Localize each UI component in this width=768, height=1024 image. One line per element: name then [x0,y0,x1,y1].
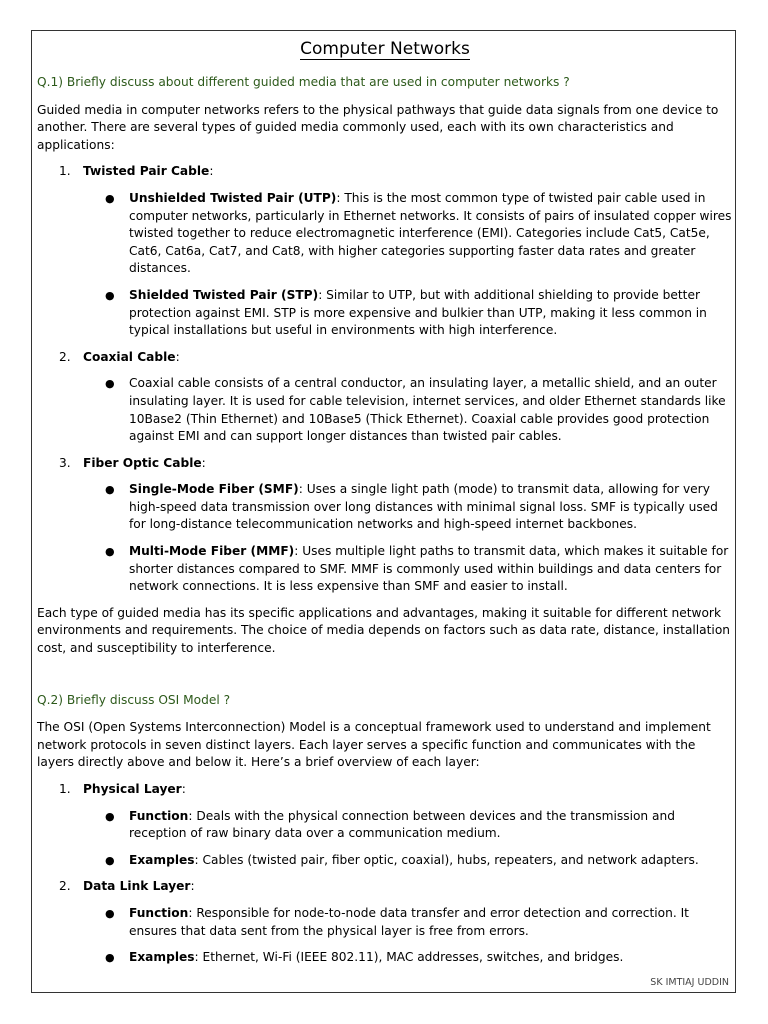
bullet-icon: ● [105,545,115,559]
bullet-icon: ● [105,483,115,497]
list-item: 1. Physical Layer: ● Function: Deals with the physical connection between devices and the transmission and reception of raw binary data over a communication medium. ● Examples: Cables (twisted pair, fiber optic, coaxial), hubs, repeaters, and network adapters. [37,781,733,869]
sub-item: ● Function: Responsible for node-to-node data transfer and error detection and correction. It ensures that data sent from the physical layer is free from errors. [105,905,689,938]
list-item: 2. Coaxial Cable: ● Coaxial cable consists of a central conductor, an insulating layer, a metallic shield, and an outer insulating layer. It is used for cable television, internet services, and older Ethernet standards like 10Base2 (Thin Ethernet) and 10Base5 (Thick Ethernet). Coaxial cable provides good protection against EMI and can support longer distances than twisted pair cables. [37,349,733,446]
bullet-icon: ● [105,288,115,302]
sub-list [83,481,733,596]
bullet-icon: ● [105,853,115,867]
list-item: 2. Data Link Layer: ● Function: Responsible for node-to-node data transfer and error detection and correction. It ensures that data sent from the physical layer is free from errors. ● Examples: Ethernet, Wi-Fi (IEEE 802.11), MAC addresses, switches, and bridges. [37,878,733,966]
sub-list [83,905,733,967]
document-page [31,30,736,993]
page-title: Computer Networks [300,39,470,59]
sub-item: ● Examples: Cables (twisted pair, fiber optic, coaxial), hubs, repeaters, and network adapters. [83,852,733,870]
q2-list [37,781,733,967]
sub-item: ● Multi-Mode Fiber (MMF): Uses multiple light paths to transmit data, which makes it suitable for shorter distances compared to SMF. MMF is commonly used within buildings and data centers for network connections. It is less expensive than SMF and easier to install. [105,544,729,594]
list-item: 3. Fiber Optic Cable: ● Single-Mode Fiber (SMF): Uses a single light path (mode) to transmit data, allowing for very high-speed data transmission over long distances with minimal signal loss. SMF is typically used for long-distance telecommunication networks and high-speed internet backbones. ● Multi-Mode Fiber (MMF): Uses multiple light paths to transmit data, which makes it suitable for shorter distances compared to SMF. MMF is commonly used within buildings and data centers for network connections. It is less expensive than SMF and easier to install. [37,455,733,596]
q1-conclusion: Each type of guided media has its specific applications and advantages, making it suitable for different network environments and requirements. The choice of media depends on factors such as data rate, distance, installation cost, and susceptibility to interference. [37,605,730,656]
footer-author: SK IMTIAJ UDDIN [650,977,729,988]
sub-list [83,375,733,445]
question-2: Q.2) Briefly discuss OSI Model ? [37,692,231,707]
sub-item: ● Examples: Ethernet, Wi-Fi (IEEE 802.11), MAC addresses, switches, and bridges. [83,949,733,967]
q2-intro: The OSI (Open Systems Interconnection) Model is a conceptual framework used to understand and implement network protocols in seven distinct layers. Each layer serves a specific function and communicates with the layers directly above and below it. Here’s a brief overview of each layer: [37,720,711,770]
bullet-icon: ● [105,951,115,965]
sub-list [83,190,733,340]
bullet-icon: ● [105,809,115,823]
q1-list [37,163,733,595]
bullet-icon: ● [105,377,115,391]
sub-item: ● Single-Mode Fiber (SMF): Uses a single light path (mode) to transmit data, allowing for very high-speed data transmission over long distances with minimal signal loss. SMF is typically used for long-distance telecommunication networks and high-speed internet backbones. [105,482,718,532]
sub-item: ● Coaxial cable consists of a central conductor, an insulating layer, a metallic shield, and an outer insulating layer. It is used for cable television, internet services, and older Ethernet standards like 10Base2 (Thin Ethernet) and 10Base5 (Thick Ethernet). Coaxial cable provides good protection against EMI and can support longer distances than twisted pair cables. [105,376,726,444]
bullet-icon: ● [105,191,115,205]
sub-item: ● Unshielded Twisted Pair (UTP): This is the most common type of twisted pair cable used in computer networks, particularly in Ethernet networks. It consists of pairs of insulated copper wires twisted together to reduce electromagnetic interference (EMI). Categories include Cat5, Cat5e, Cat6, Cat6a, Cat7, and Cat8, with higher categories supporting faster data rates and greater distances. [105,190,732,276]
sub-item: ● Function: Deals with the physical connection between devices and the transmission and reception of raw binary data over a communication medium. [105,808,675,841]
sub-list [83,808,733,870]
bullet-icon: ● [105,906,115,920]
list-item: 1. Twisted Pair Cable: ● Unshielded Twisted Pair (UTP): This is the most common type of twisted pair cable used in computer networks, particularly in Ethernet networks. It consists of pairs of insulated copper wires twisted together to reduce electromagnetic interference (EMI). Categories include Cat5, Cat5e, Cat6, Cat6a, Cat7, and Cat8, with higher categories supporting faster data rates and greater distances. ● Shielded Twisted Pair (STP): Similar to UTP, but with additional shielding to provide better protection against EMI. STP is more expensive and bulkier than UTP, making it less common in typical installations but useful in environments with high interference. [37,163,733,339]
sub-item: ● Shielded Twisted Pair (STP): Similar to UTP, but with additional shielding to provide better protection against EMI. STP is more expensive and bulkier than UTP, making it less common in typical installations but useful in environments with high interference. [105,287,707,338]
q1-intro: Guided media in computer networks refers to the physical pathways that guide data signals from one device to another. There are several types of guided media commonly used, each with its own characteristics and applications: [37,102,719,152]
document-content [37,31,733,976]
question-1: Q.1) Briefly discuss about different guided media that are used in computer networks ? [37,75,570,89]
